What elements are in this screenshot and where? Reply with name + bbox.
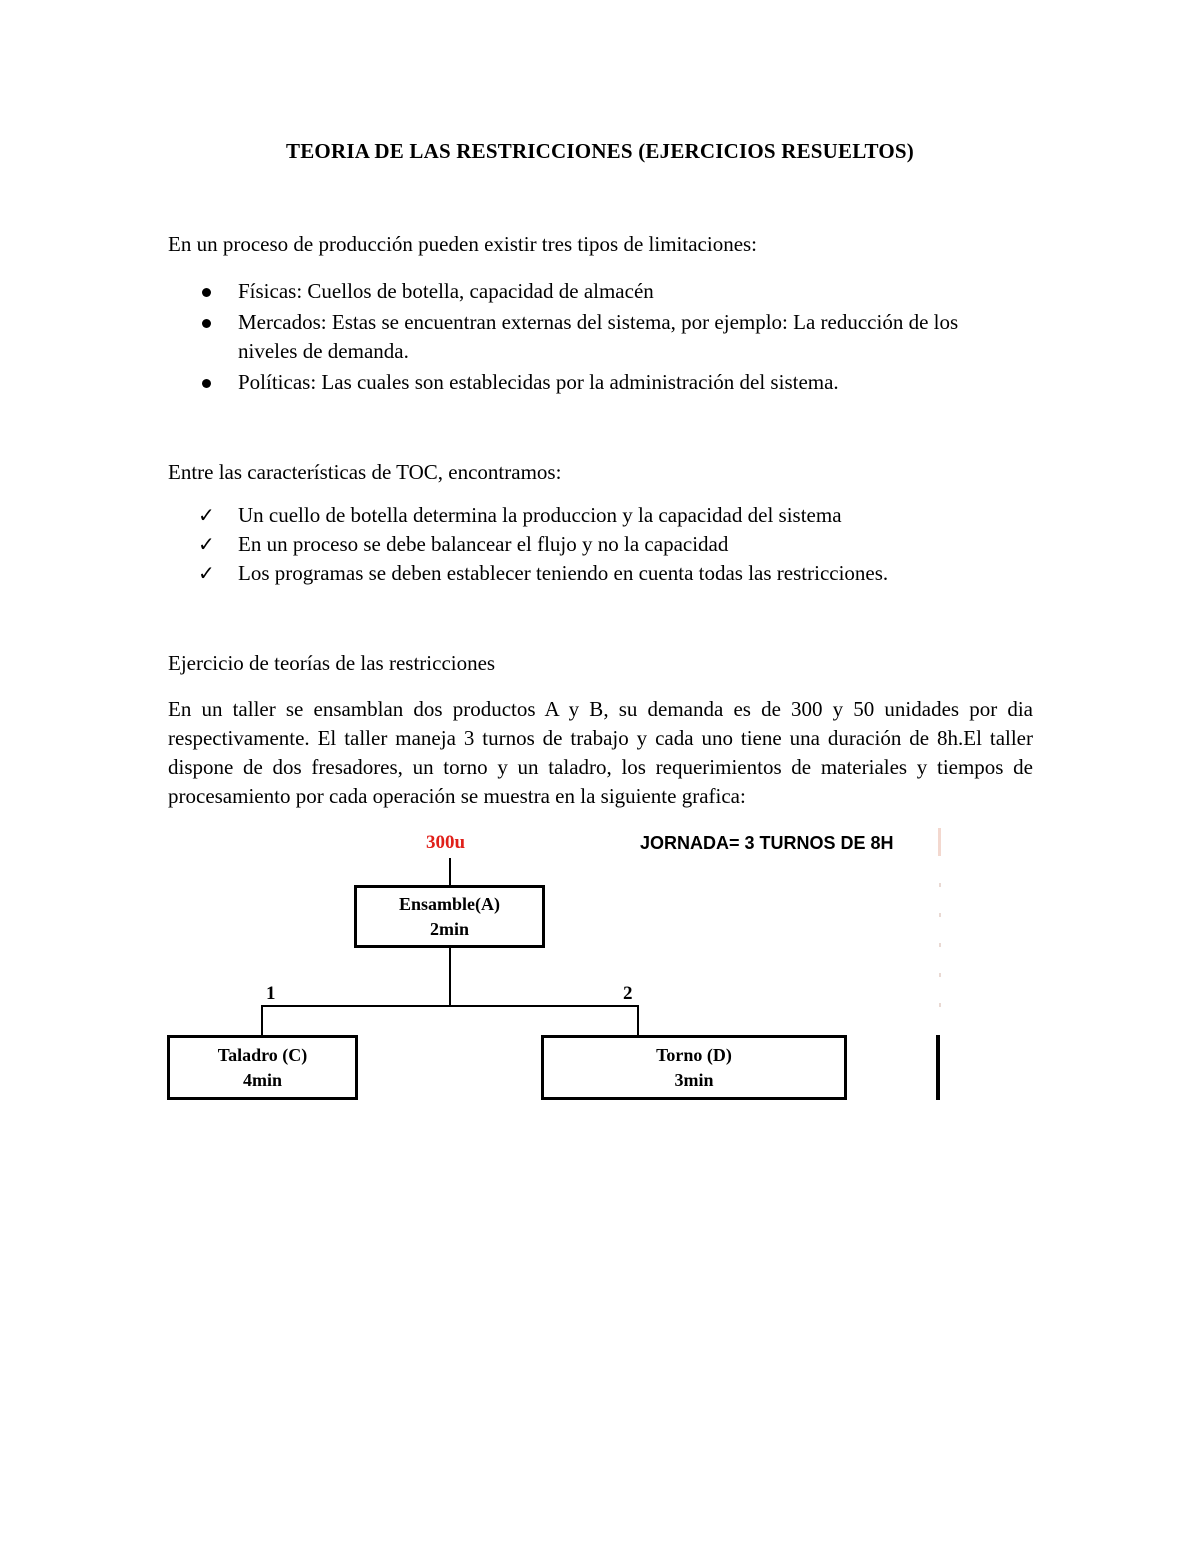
assembly-box [354, 885, 545, 948]
jornada-label: JORNADA= 3 TURNOS DE 8H [640, 833, 894, 853]
intro-text: En un proceso de producción pueden existir tres tipos de limitaciones: [168, 232, 758, 256]
connector-line [449, 858, 451, 886]
toc-intro: Entre las características de TOC, encontramos: [168, 460, 562, 484]
connector-line [261, 1005, 639, 1007]
demand-label: 300u [426, 832, 466, 853]
assembly-time: 2min [429, 918, 469, 939]
lathe-name: Torno (D) [656, 1044, 732, 1065]
toc-list [198, 501, 1058, 588]
list-item: ✓ En un proceso se debe balancear el flujo y no la capacidad [198, 530, 1058, 559]
cropped-edge [936, 1035, 940, 1100]
lathe-box [541, 1035, 847, 1100]
page-title: TEORIA DE LAS RESTRICCIONES (EJERCICIOS RESUELTOS) [286, 139, 914, 163]
assembly-name: Ensamble(A) [398, 893, 500, 914]
cropped-edge [939, 943, 941, 947]
checkmark-icon: ✓ [198, 561, 215, 585]
list-item: ✓ Un cuello de botella determina la produccion y la capacidad del sistema [198, 501, 1058, 530]
right-quantity: 2 [623, 983, 633, 1004]
bullet-icon [202, 288, 211, 297]
bullet-icon [202, 319, 211, 328]
list-item: Físicas: Cuellos de botella, capacidad de almacén [198, 277, 1058, 306]
cropped-edge [939, 913, 941, 917]
exercise-text: En un taller se ensamblan dos productos A y B, su demanda es de 300 y 50 unidades por dia respectivamente. El taller maneja 3 turnos de trabajo y cada uno tiene una duración de 8h.El taller dispone de dos fresadores, un torno y un taladro, los requerimientos de materiales y tiempos de procesamiento por cada operación se muestra en la siguiente grafica: [168, 697, 1033, 808]
lathe-time: 3min [674, 1069, 714, 1090]
cropped-edge [939, 883, 941, 887]
list-item: Mercados: Estas se encuentran externas del sistema, por ejemplo: La reducción de los niveles de demanda. [198, 308, 1018, 366]
drill-name: Taladro (C) [217, 1044, 308, 1065]
connector-line [261, 1005, 263, 1036]
checkmark-icon: ✓ [198, 503, 215, 527]
cropped-edge [939, 973, 941, 977]
cropped-edge [939, 1003, 941, 1007]
drill-box [167, 1035, 358, 1100]
limitations-list [198, 277, 1058, 397]
list-item: Políticas: Las cuales son establecidas por la administración del sistema. [198, 368, 1058, 397]
bullet-icon [202, 379, 211, 388]
connector-line [449, 948, 451, 1006]
list-item: ✓ Los programas se deben establecer teniendo en cuenta todas las restricciones. [198, 559, 1058, 588]
left-quantity: 1 [266, 983, 276, 1004]
checkmark-icon: ✓ [198, 532, 215, 556]
exercise-heading: Ejercicio de teorías de las restricciones [168, 651, 496, 675]
cropped-edge [938, 828, 941, 856]
drill-time: 4min [242, 1069, 282, 1090]
connector-line [637, 1005, 639, 1036]
